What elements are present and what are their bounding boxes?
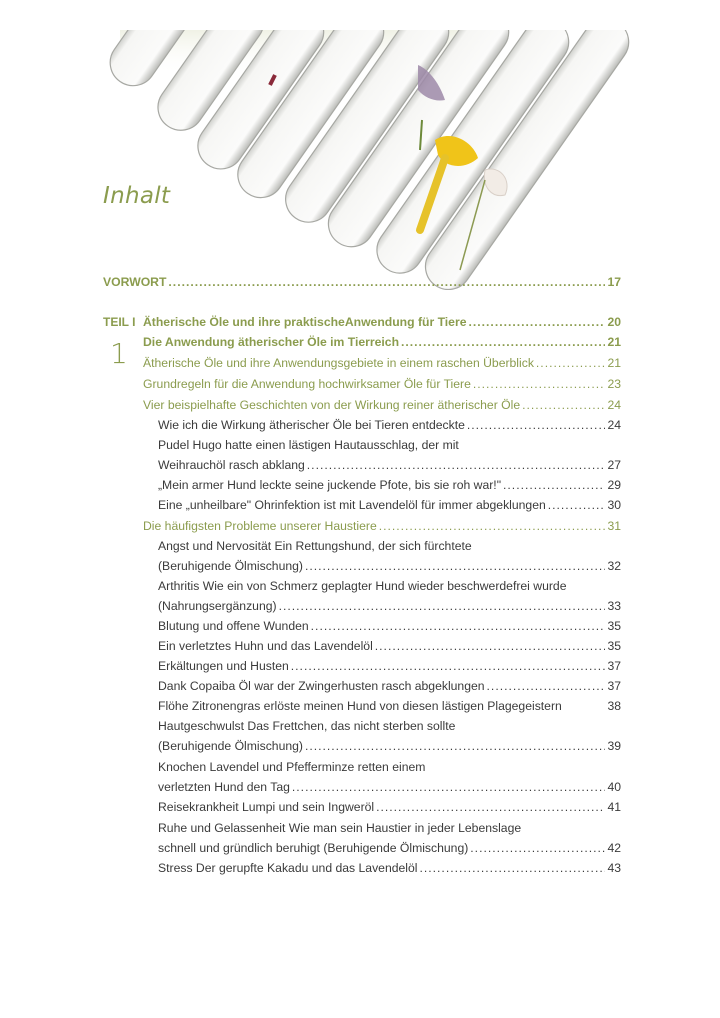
toc-entry-problem[interactable]: Blutung und offene Wunden ..... 35 <box>158 619 621 633</box>
toc-entry-story[interactable]: Eine „unheilbare" Ohrinfektion ist mit Lavendelöl für immer abgeklungen ..... 30 <box>158 498 621 512</box>
toc-entry-problem-line1: Ruhe und Gelassenheit Wie man sein Haustier in jeder Lebenslage <box>158 821 522 835</box>
toc-entry-problem[interactable]: (Beruhigende Ölmischung) ..... 39 <box>158 739 621 753</box>
toc-entry-problem[interactable]: Ein verletztes Huhn und das Lavendelöl ..... 35 <box>158 639 621 653</box>
toc-entry-problem[interactable]: verletzten Hund den Tag ..... 40 <box>158 780 621 794</box>
toc-entry-story[interactable]: Wie ich die Wirkung ätherischer Öle bei Tieren entdeckte ..... 24 <box>158 418 621 432</box>
chapter-number: 1 <box>110 337 128 370</box>
toc-entry-problem-line1: Hautgeschwulst Das Frettchen, das nicht sterben sollte <box>158 719 456 733</box>
page-title: Inhalt <box>103 183 171 209</box>
toc-entry-section[interactable]: Ätherische Öle und ihre Anwendungsgebiete in einem raschen Überblick ..... 21 <box>143 356 621 370</box>
hero-image-test-tubes <box>100 30 700 290</box>
toc-entry-problem[interactable]: schnell und gründlich beruhigt (Beruhigende Ölmischung) ..... 42 <box>158 841 621 855</box>
toc-entry-section[interactable]: Vier beispielhafte Geschichten von der Wirkung reiner ätherischer Öle ..... 24 <box>143 398 621 412</box>
toc-entry-problem[interactable]: Erkältungen und Husten ..... 37 <box>158 659 621 673</box>
toc-entry-story-line1: Pudel Hugo hatte einen lästigen Hautausschlag, der mit <box>158 438 459 452</box>
leader-dots <box>168 275 605 289</box>
toc-entry-chapter-1[interactable]: Die Anwendung ätherischer Öle im Tierreich ..... 21 <box>143 335 621 349</box>
toc-entry-problem-line1: Arthritis Wie ein von Schmerz geplagter Hund wieder beschwerdefrei wurde <box>158 579 567 593</box>
toc-entry-problem-line1: Knochen Lavendel und Pfefferminze retten einem <box>158 760 426 774</box>
toc-entry-story[interactable]: „Mein armer Hund leckte seine juckende Pfote, bis sie roh war!" ..... 29 <box>158 478 621 492</box>
toc-entry-problem[interactable]: Stress Der gerupfte Kakadu und das Lavendelöl ..... 43 <box>158 861 621 875</box>
toc-entry-problem[interactable]: Dank Copaiba Öl war der Zwingerhusten rasch abgeklungen ..... 37 <box>158 679 621 693</box>
toc-entry-problem[interactable]: Reisekrankheit Lumpi und sein Ingweröl ..... 41 <box>158 800 621 814</box>
toc-entry-section[interactable]: Die häufigsten Probleme unserer Haustiere ..... 31 <box>143 519 621 533</box>
toc-entry-problem[interactable]: (Beruhigende Ölmischung) ..... 32 <box>158 559 621 573</box>
toc-entry-section[interactable]: Grundregeln für die Anwendung hochwirksamer Öle für Tiere ..... 23 <box>143 377 621 391</box>
toc-entry-part-1[interactable]: Ätherische Öle und ihre praktischeAnwendung für Tiere ..... 20 <box>143 315 621 329</box>
toc-entry-vorwort[interactable]: VORWORT ..... 17 <box>103 275 621 289</box>
toc-entry-problem[interactable]: (Nahrungsergänzung) ..... 33 <box>158 599 621 613</box>
toc-entry-problem-line1: Angst und Nervosität Ein Rettungshund, der sich fürchtete <box>158 539 472 553</box>
toc-entry-story[interactable]: Weihrauchöl rasch abklang ..... 27 <box>158 458 621 472</box>
toc-entry-problem[interactable]: Flöhe Zitronengras erlöste meinen Hund von diesen lästigen Plagegeistern 38 <box>158 699 621 713</box>
part-label: TEIL I <box>103 315 136 329</box>
